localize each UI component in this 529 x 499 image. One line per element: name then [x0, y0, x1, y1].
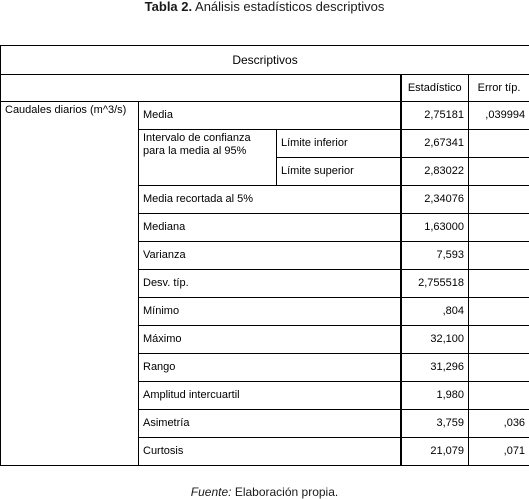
row-sublabel: Límite superior [277, 158, 401, 186]
table-source [0, 485, 529, 499]
cell-error [469, 186, 529, 214]
variable-label: Caudales diarios (m^3/s) [1, 102, 139, 466]
row-label: Rango [139, 354, 401, 382]
cell-error [469, 158, 529, 186]
cell-error [469, 326, 529, 354]
cell-estadistico: 1,63000 [401, 214, 469, 242]
cell-estadistico: ,804 [401, 298, 469, 326]
caption-label: Tabla 2. [144, 0, 193, 14]
table-header-row [1, 75, 529, 102]
row-label: Desv. típ. [139, 270, 401, 298]
cell-estadistico: 2,83022 [401, 158, 469, 186]
row-label: Mínimo [139, 298, 401, 326]
cell-error: ,036 [469, 410, 529, 438]
cell-estadistico: 7,593 [401, 242, 469, 270]
table-title: Descriptivos [1, 46, 529, 75]
cell-error: ,039994 [469, 102, 529, 130]
table-title-row [1, 46, 529, 75]
column-header-error: Error típ. [469, 75, 529, 102]
cell-estadistico: 2,34076 [401, 186, 469, 214]
row-label: Varianza [139, 242, 401, 270]
cell-error [469, 382, 529, 410]
row-label: Amplitud intercuartil [139, 382, 401, 410]
row-sublabel: Límite inferior [277, 130, 401, 158]
cell-estadistico: 1,980 [401, 382, 469, 410]
cell-estadistico: 2,755518 [401, 270, 469, 298]
table-caption [0, 0, 529, 14]
cell-estadistico: 21,079 [401, 438, 469, 466]
row-label: Media recortada al 5% [139, 186, 401, 214]
row-label-ci: Intervalo de confianza para la media al 95% [139, 130, 277, 186]
cell-estadistico: 3,759 [401, 410, 469, 438]
cell-estadistico: 2,67341 [401, 130, 469, 158]
cell-error [469, 354, 529, 382]
header-spacer [1, 75, 401, 102]
row-label: Curtosis [139, 438, 401, 466]
cell-error [469, 242, 529, 270]
row-label: Mediana [139, 214, 401, 242]
descriptives-table [0, 45, 529, 466]
source-text: Elaboración propia. [231, 485, 339, 499]
caption-text: Análisis estadísticos descriptivos [192, 0, 385, 14]
cell-estadistico: 2,75181 [401, 102, 469, 130]
column-header-estadistico: Estadístico [401, 75, 469, 102]
table-row [1, 102, 529, 130]
cell-estadistico: 32,100 [401, 326, 469, 354]
row-label: Máximo [139, 326, 401, 354]
source-label: Fuente: [190, 485, 232, 499]
cell-error [469, 214, 529, 242]
cell-error [469, 130, 529, 158]
cell-error [469, 298, 529, 326]
row-label: Media [139, 102, 401, 130]
row-label: Asimetría [139, 410, 401, 438]
cell-error [469, 270, 529, 298]
cell-estadistico: 31,296 [401, 354, 469, 382]
cell-error: ,071 [469, 438, 529, 466]
